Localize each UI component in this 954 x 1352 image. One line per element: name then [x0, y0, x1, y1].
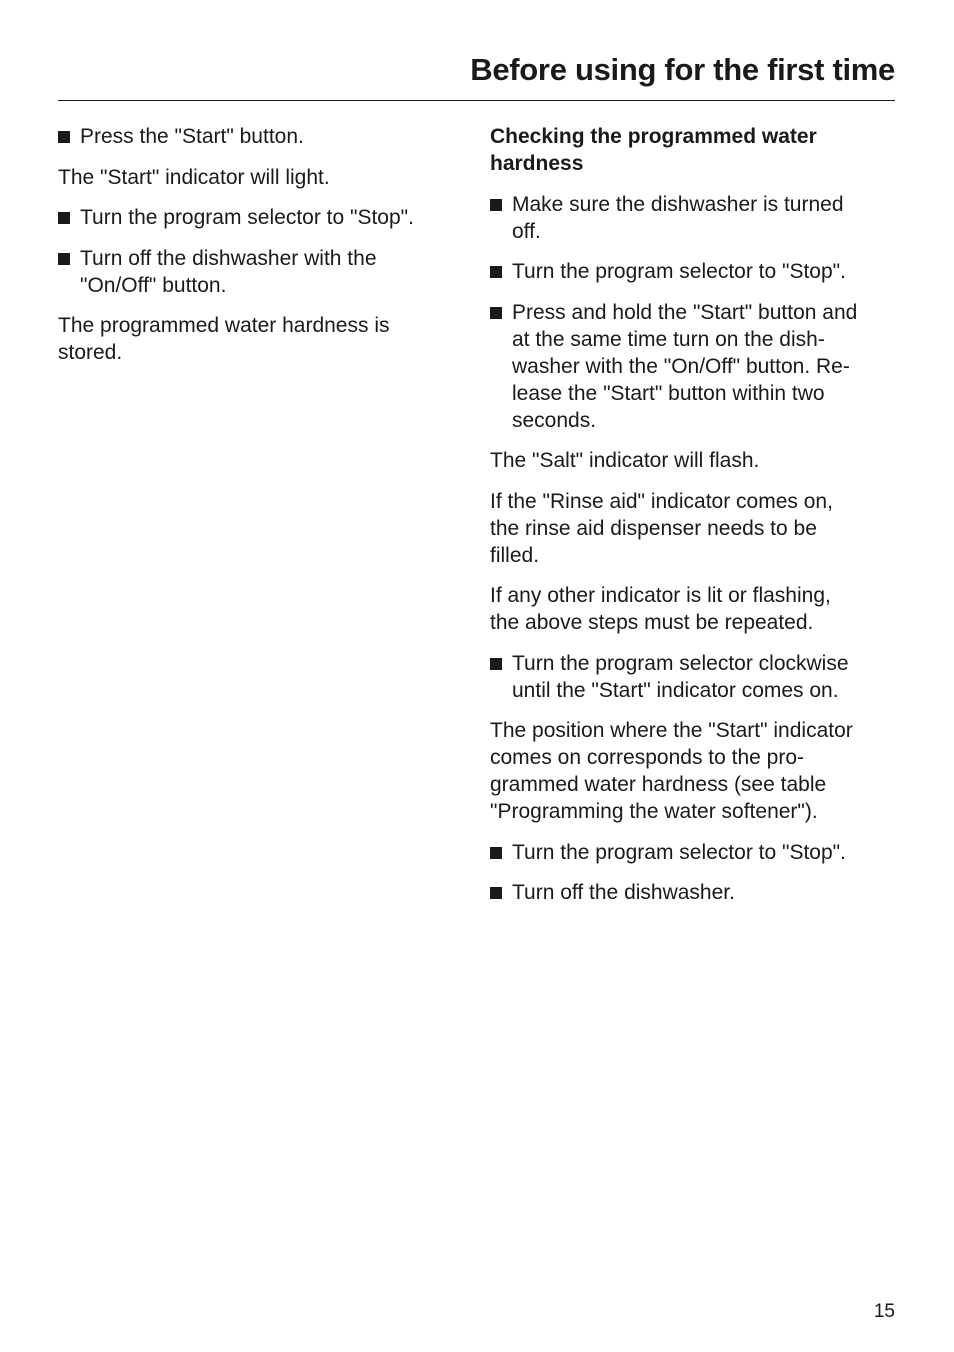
square-bullet-icon — [58, 204, 80, 231]
text-line: grammed water hardness (see table — [490, 773, 827, 796]
instruction-item — [490, 650, 895, 704]
square-bullet-icon — [490, 839, 512, 866]
text-line: lease the "Start" button within two — [512, 381, 825, 405]
instruction-item — [58, 123, 448, 150]
text-line: Make sure the dishwasher is turned — [512, 192, 844, 216]
paragraph: The "Salt" indicator will flash. — [490, 449, 760, 472]
text-line: hardness — [490, 152, 584, 175]
text-line: washer with the "On/Off" button. Re- — [512, 354, 850, 378]
paragraph — [490, 488, 895, 569]
instruction-item — [490, 258, 895, 285]
instruction-text — [512, 650, 895, 704]
instruction-text — [80, 245, 448, 299]
paragraph — [490, 717, 895, 825]
instruction-text: Turn the program selector to "Stop". — [512, 840, 846, 864]
instruction-text — [512, 191, 895, 245]
text-line: Turn off the dishwasher with the — [80, 246, 377, 270]
square-bullet-icon — [58, 123, 80, 150]
square-bullet-icon — [58, 245, 80, 299]
instruction-item — [490, 839, 895, 866]
instruction-item — [58, 245, 448, 299]
instruction-text: Press the "Start" button. — [80, 125, 304, 148]
text-line: Press and hold the "Start" button and — [512, 300, 858, 324]
text-line: off. — [512, 219, 541, 243]
instruction-text — [512, 299, 895, 434]
text-line: comes on corresponds to the pro- — [490, 746, 804, 769]
square-bullet-icon — [490, 258, 512, 285]
square-bullet-icon — [490, 191, 512, 245]
page-title: Before using for the first time — [470, 52, 895, 87]
text-line: "Programming the water softener"). — [490, 800, 818, 823]
square-bullet-icon — [490, 650, 512, 704]
text-line: Turn the program selector clockwise — [512, 651, 849, 675]
instruction-item — [490, 299, 895, 434]
text-line: seconds. — [512, 408, 597, 432]
text-line: the rinse aid dispenser needs to be — [490, 516, 817, 540]
instruction-text: Turn off the dishwasher. — [512, 881, 735, 904]
instruction-item — [490, 879, 895, 906]
section-heading — [490, 123, 895, 177]
text-line: "On/Off" button. — [80, 273, 227, 297]
text-line: If the "Rinse aid" indicator comes on, — [490, 489, 833, 513]
instruction-text: Turn the program selector to "Stop". — [512, 260, 846, 283]
text-line: If any other indicator is lit or flashing, — [490, 584, 831, 607]
text-line: filled. — [490, 543, 540, 567]
header-divider — [58, 100, 895, 101]
text-line: The programmed water hardness is — [58, 314, 390, 337]
page-number: 15 — [873, 1301, 895, 1322]
text-line: The position where the "Start" indicator — [490, 719, 853, 742]
instruction-text: Turn the program selector to "Stop". — [80, 206, 414, 229]
square-bullet-icon — [490, 879, 512, 906]
paragraph — [58, 312, 448, 366]
text-line: the above steps must be repeated. — [490, 611, 814, 634]
text-line: until the "Start" indicator comes on. — [512, 678, 839, 702]
square-bullet-icon — [490, 299, 512, 434]
text-line: stored. — [58, 341, 123, 364]
paragraph: The "Start" indicator will light. — [58, 165, 330, 189]
instruction-item — [58, 204, 448, 231]
left-column — [58, 123, 448, 380]
paragraph — [490, 582, 895, 636]
text-line: Checking the programmed water — [490, 125, 817, 148]
text-line: at the same time turn on the dish- — [512, 327, 825, 351]
right-column — [490, 123, 895, 920]
instruction-item — [490, 191, 895, 245]
